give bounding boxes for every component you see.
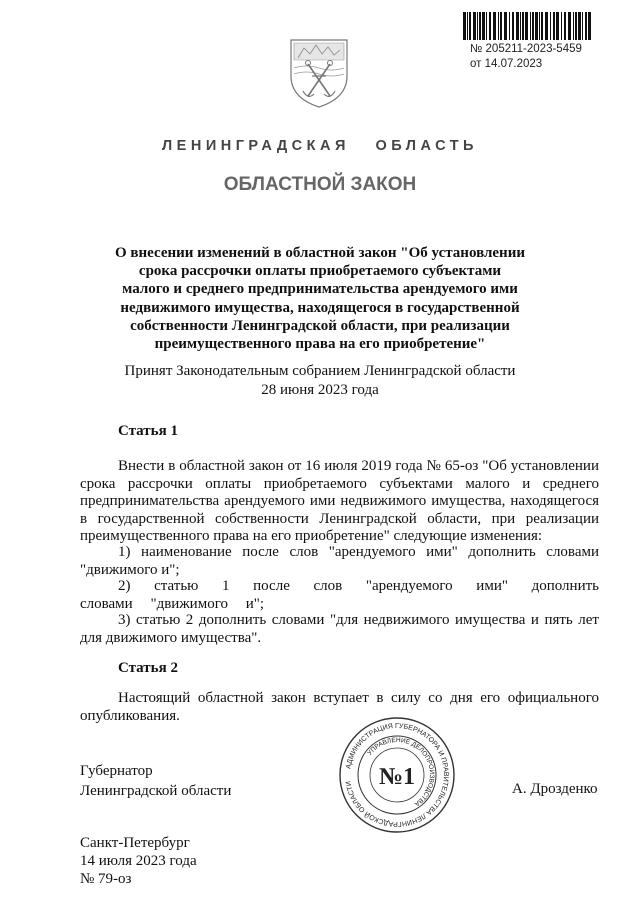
article-1-intro: Внести в областной закон от 16 июля 2019 года № 65-оз "Об установлении срока рассрочки оплаты приобретаемого субъектами малого и среднего предпринимательства арендуемого ими недвижимого имущества, находящегося в государственной собственности Ленинградской области, при реализации преимущественного права на его приобретение" следующие изменения: <box>80 458 599 545</box>
title-line: собственности Ленинградской области, при реализации <box>130 317 510 334</box>
adoption-body: Принят Законодательным собранием Ленинградской области <box>124 363 516 379</box>
title-line: преимущественного права на его приобретение" <box>154 336 486 353</box>
document-type: ОБЛАСТНОЙ ЗАКОН <box>223 174 417 195</box>
city: Санкт-Петербург <box>80 835 190 851</box>
signatory-position: Губернатор Ленинградской области <box>80 763 232 799</box>
article-1-item-1: 1) наименование после слов "арендуемого ими" дополнить словами "движимого и"; <box>80 544 599 578</box>
article-2-heading: Статья 2 <box>118 660 178 676</box>
title-line: малого и среднего предпринимательства арендуемого ими <box>122 281 518 298</box>
title-line: недвижимого имущества, находящегося в государственной <box>120 299 520 316</box>
barcode <box>463 12 593 40</box>
coat-of-arms-icon <box>286 36 352 110</box>
registration-number: № 205211-2023-5459 <box>470 43 582 55</box>
title-line: срока рассрочки оплаты приобретаемого субъектами <box>138 263 502 280</box>
registration-date: от 14.07.2023 <box>470 58 543 70</box>
law-number: № 79-оз <box>80 871 132 887</box>
adoption-note <box>80 362 560 400</box>
article-1-heading: Статья 1 <box>118 423 178 439</box>
law-title <box>100 244 540 353</box>
article-1-item-2: 2) статью 1 после слов "арендуемого ими" дополнить словами "движимого и"; <box>80 578 599 612</box>
adoption-date: 28 июня 2023 года <box>261 382 379 398</box>
signing-date: 14 июля 2023 года <box>80 853 197 869</box>
signing-place-date <box>80 834 197 888</box>
signatory-name: А. Дрозденко <box>512 781 598 797</box>
article-1-item-3: 3) статью 2 дополнить словами "для недвижимого имущества и пять лет для движимого имущества". <box>80 612 599 646</box>
official-stamp <box>338 716 456 834</box>
article-2-text: Настоящий областной закон вступает в силу со дня его официального опубликования. <box>80 690 599 724</box>
title-line: О внесении изменений в областной закон "Об установлении <box>115 245 525 261</box>
stamp-ring-text: АДМИНИСТРАЦИЯ ГУБЕРНАТОРА И ПРАВИТЕЛЬСТВА ЛЕНИНГРАДСКОЙ ОБЛАСТИ <box>345 722 450 828</box>
stamp-number: №1 <box>378 764 416 790</box>
region-name: ЛЕНИНГРАДСКАЯ ОБЛАСТЬ <box>162 138 478 154</box>
stamp-inner-text: УПРАВЛЕНИЕ ДЕЛОПРОИЗВОДСТВА <box>366 736 436 808</box>
